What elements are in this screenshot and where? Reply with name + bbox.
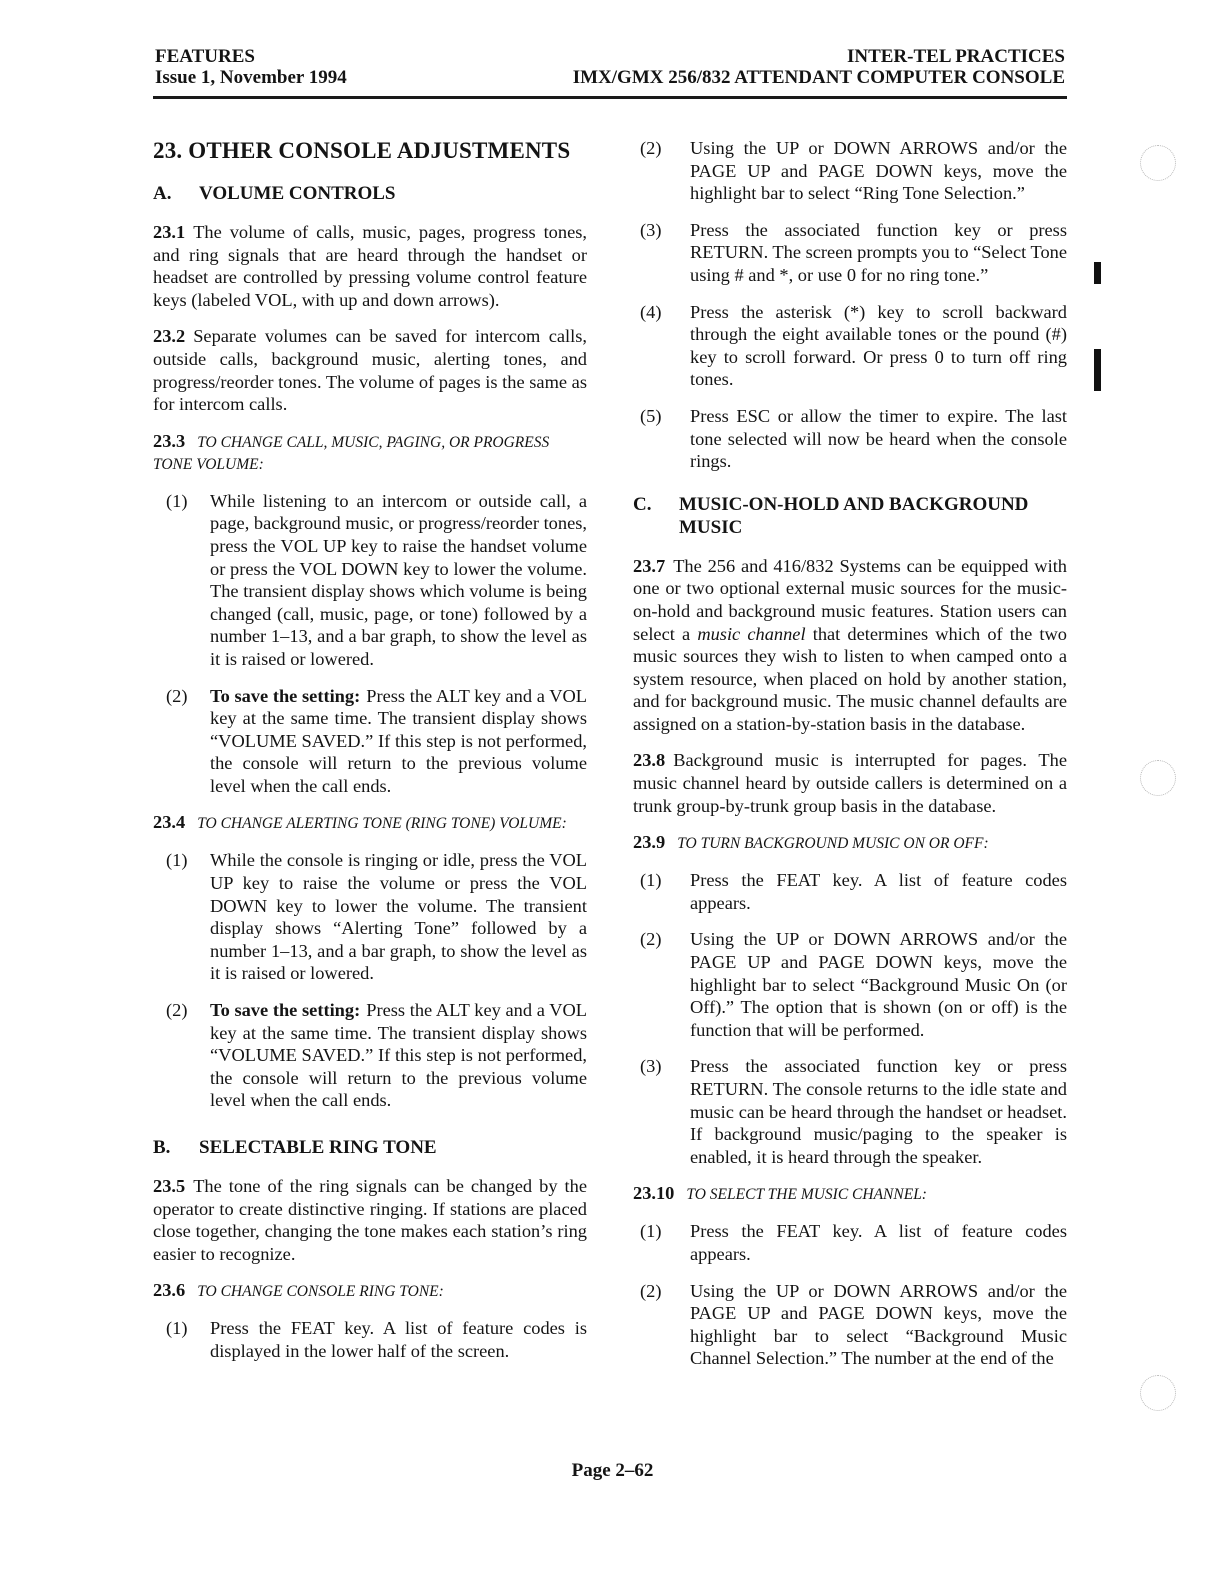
procedure-step [153, 490, 587, 671]
step-number: (1) [640, 870, 662, 891]
procedure-step [633, 928, 1067, 1041]
procedure-step [633, 869, 1067, 914]
binder-hole-mark [1140, 145, 1176, 181]
right-column [633, 137, 1067, 1384]
procedure-heading-23-3 [153, 430, 587, 476]
paragraph-number: 23.3 [153, 430, 186, 451]
step-number: (1) [166, 1318, 188, 1339]
step-text: Press the associated function key or press RETURN. The screen prompts you to “Select Tone using # and *, or use 0 for no ring tone.” [690, 219, 1068, 285]
paragraph-text-cont: that determines which of the two music sources they wish to listen to when camped onto a system resource, when placed on hold by another station, and for background music. The music channel defaults are assigned on a station-by-station basis in the database. [633, 623, 1067, 734]
step-number: (2) [640, 138, 662, 158]
step-text: Using the UP or DOWN ARROWS and/or the PAGE UP and PAGE DOWN keys, move the highlight bar to select “Background Music Channel Selection.” The number at the end of the [690, 1280, 1067, 1369]
paragraph-text: Separate volumes can be saved for intercom calls, outside calls, background music, alerting tones, and progress/reorder tones. The volume of pages is the same as for intercom calls. [153, 326, 587, 415]
step-number: (2) [166, 1000, 188, 1021]
step-number: (4) [640, 301, 662, 322]
paragraph-text: The tone of the ring signals can be changed by the operator to create distinctive ringing. If stations are placed close together, changing the tone makes each station’s ring easier to recognize. [153, 1176, 587, 1264]
procedure-step [153, 849, 587, 985]
subsection-letter: C. [633, 493, 652, 515]
procedure-title: TO CHANGE CONSOLE RING TONE: [197, 1283, 444, 1301]
paragraph-number: 23.10 [633, 1183, 675, 1204]
step-text: Press the FEAT key. A list of feature codes is displayed in the lower half of the screen. [210, 1318, 587, 1361]
procedure-step [633, 301, 1067, 391]
running-header-right [573, 46, 1065, 88]
procedure-step [153, 1317, 587, 1362]
subsection-letter: B. [153, 1137, 171, 1158]
binder-hole-mark [1140, 1375, 1176, 1411]
paragraph-text: Background music is interrupted for pages. The music channel heard by outside callers is determined on a trunk group-by-trunk group basis in the database. [633, 750, 1067, 816]
step-text: While the console is ringing or idle, press the VOL UP key to raise the volume or press the VOL DOWN key to lower the volume. The transient display shows “Alerting Tone” followed by a number 1–13, and a bar graph, to show the level as it is raised or lowered. [210, 850, 587, 984]
paragraph-number: 23.5 [153, 1176, 186, 1196]
step-text-wrapper [210, 685, 587, 798]
step-number: (2) [640, 1280, 662, 1301]
step-text: While listening to an intercom or outside call, a page, background music, or progress/reorder tones, press the VOL UP key to raise the handset volume or press the VOL DOWN key to lower the volume. The transient display shows which volume is being changed (call, music, page, or tone) followed by a number 1–13, and a bar graph, to show the level as it is raised or lowered. [210, 490, 587, 669]
music-channel-term: music channel [697, 623, 806, 644]
step-lead: To save the setting: [210, 1000, 361, 1021]
step-text-wrapper [210, 999, 587, 1112]
step-text: Press the ALT key and a VOL key at the same time. The transient display shows “VOLUME SAVED.” If this step is not performed, the console will return to the previous volume level when the call ends. [210, 1000, 587, 1111]
revision-change-bar [1094, 349, 1101, 391]
step-number: (1) [640, 1221, 662, 1242]
procedure-step [633, 1280, 1067, 1370]
paragraph-23-8 [633, 749, 1067, 817]
header-publisher: INTER-TEL PRACTICES [846, 46, 1065, 67]
subsection-title: VOLUME CONTROLS [199, 183, 396, 204]
binder-hole-mark [1140, 760, 1176, 796]
procedure-title: TO CHANGE ALERTING TONE (RING TONE) VOLUME: [197, 815, 567, 833]
paragraph-text: The 256 and 416/832 Systems can be equipped with one or two optional external music sources for the music-on-hold and background music features. Station users can select a [633, 555, 1067, 644]
header-rule [153, 96, 1067, 99]
subsection-title: MUSIC-ON-HOLD AND BACKGROUND MUSIC [679, 493, 1029, 538]
procedure-title: TO CHANGE CALL, MUSIC, PAGING, OR PROGRESS TONE VOLUME: [153, 433, 550, 473]
step-number: (3) [640, 1056, 662, 1077]
step-number: (2) [640, 929, 662, 950]
header-issue-date: Issue 1, November 1994 [155, 67, 347, 88]
procedure-step [633, 137, 1067, 205]
paragraph-number: 23.4 [153, 812, 186, 833]
step-number: (2) [166, 685, 188, 706]
procedure-step [153, 685, 587, 798]
page-number: Page 2–62 [571, 1460, 654, 1481]
subsection-letter: A. [153, 183, 172, 204]
procedure-title: TO TURN BACKGROUND MUSIC ON OR OFF: [677, 835, 989, 853]
procedure-heading-23-9 [633, 831, 1067, 855]
step-number: (1) [166, 490, 188, 511]
step-text: Press the ALT key and a VOL key at the same time. The transient display shows “VOLUME SAVED.” If this step is not performed, the console will return to the previous volume level when the call ends. [210, 685, 587, 796]
paragraph-23-7 [633, 555, 1067, 736]
paragraph-number: 23.7 [633, 555, 666, 576]
section-title: 23. OTHER CONSOLE ADJUSTMENTS [153, 138, 571, 163]
paragraph-23-1 [153, 221, 587, 311]
step-number: (1) [166, 850, 188, 871]
header-section-name: FEATURES [155, 46, 255, 67]
left-column [153, 137, 587, 1377]
procedure-heading-23-6 [153, 1279, 587, 1303]
paragraph-number: 23.2 [153, 326, 186, 347]
step-text: Press the asterisk (*) key to scroll backward through the eight available tones or the pound (#) key to scroll forward. Or press 0 to turn off ring tones. [690, 301, 1067, 390]
step-text: Press the associated function key or press RETURN. The console returns to the idle state and music can be heard through the handset or headset. If background music/paging to the speaker is enabled, it is heard through the speaker. [690, 1056, 1067, 1167]
procedure-step [633, 405, 1067, 473]
header-product-title: IMX/GMX 256/832 ATTENDANT COMPUTER CONSOLE [572, 67, 1065, 88]
subsection-a-heading [153, 182, 587, 205]
step-number: (5) [640, 405, 662, 426]
step-text: Press ESC or allow the timer to expire. The last tone selected will now be heard when the console rings. [690, 405, 1067, 472]
paragraph-number: 23.9 [633, 832, 666, 853]
procedure-step [153, 999, 587, 1112]
paragraph-text: The volume of calls, music, pages, progress tones, and ring signals that are heard through the handset or headset are controlled by pressing volume control feature keys (labeled VOL, with up and down arrows). [153, 222, 587, 310]
step-text: Using the UP or DOWN ARROWS and/or the PAGE UP and PAGE DOWN keys, move the highlight bar to select “Background Music On (or Off).” The option that is shown (on or off) is the function that will be performed. [690, 929, 1067, 1040]
step-lead: To save the setting: [210, 685, 361, 706]
subsection-b-heading [153, 1136, 587, 1159]
step-number: (3) [640, 219, 662, 240]
procedure-heading-23-4 [153, 811, 587, 835]
procedure-title: TO SELECT THE MUSIC CHANNEL: [686, 1186, 927, 1204]
procedure-heading-23-10 [633, 1182, 1067, 1206]
paragraph-number: 23.6 [153, 1280, 186, 1301]
revision-change-bar [1094, 262, 1101, 284]
procedure-step [633, 1220, 1067, 1265]
procedure-step [633, 1055, 1067, 1168]
paragraph-23-5 [153, 1175, 587, 1265]
procedure-step [633, 219, 1067, 287]
step-text: Press the FEAT key. A list of feature codes appears. [690, 870, 1067, 913]
paragraph-23-2 [153, 325, 587, 415]
step-text: Press the FEAT key. A list of feature codes appears. [690, 1221, 1067, 1264]
paragraph-number: 23.8 [633, 750, 666, 771]
paragraph-number: 23.1 [153, 222, 186, 242]
subsection-c-heading [633, 493, 1067, 539]
step-text: Using the UP or DOWN ARROWS and/or the PAGE UP and PAGE DOWN keys, move the highlight bar to select “Ring Tone Selection.” [690, 138, 1067, 204]
running-header-left [155, 46, 347, 88]
subsection-title: SELECTABLE RING TONE [199, 1137, 437, 1158]
